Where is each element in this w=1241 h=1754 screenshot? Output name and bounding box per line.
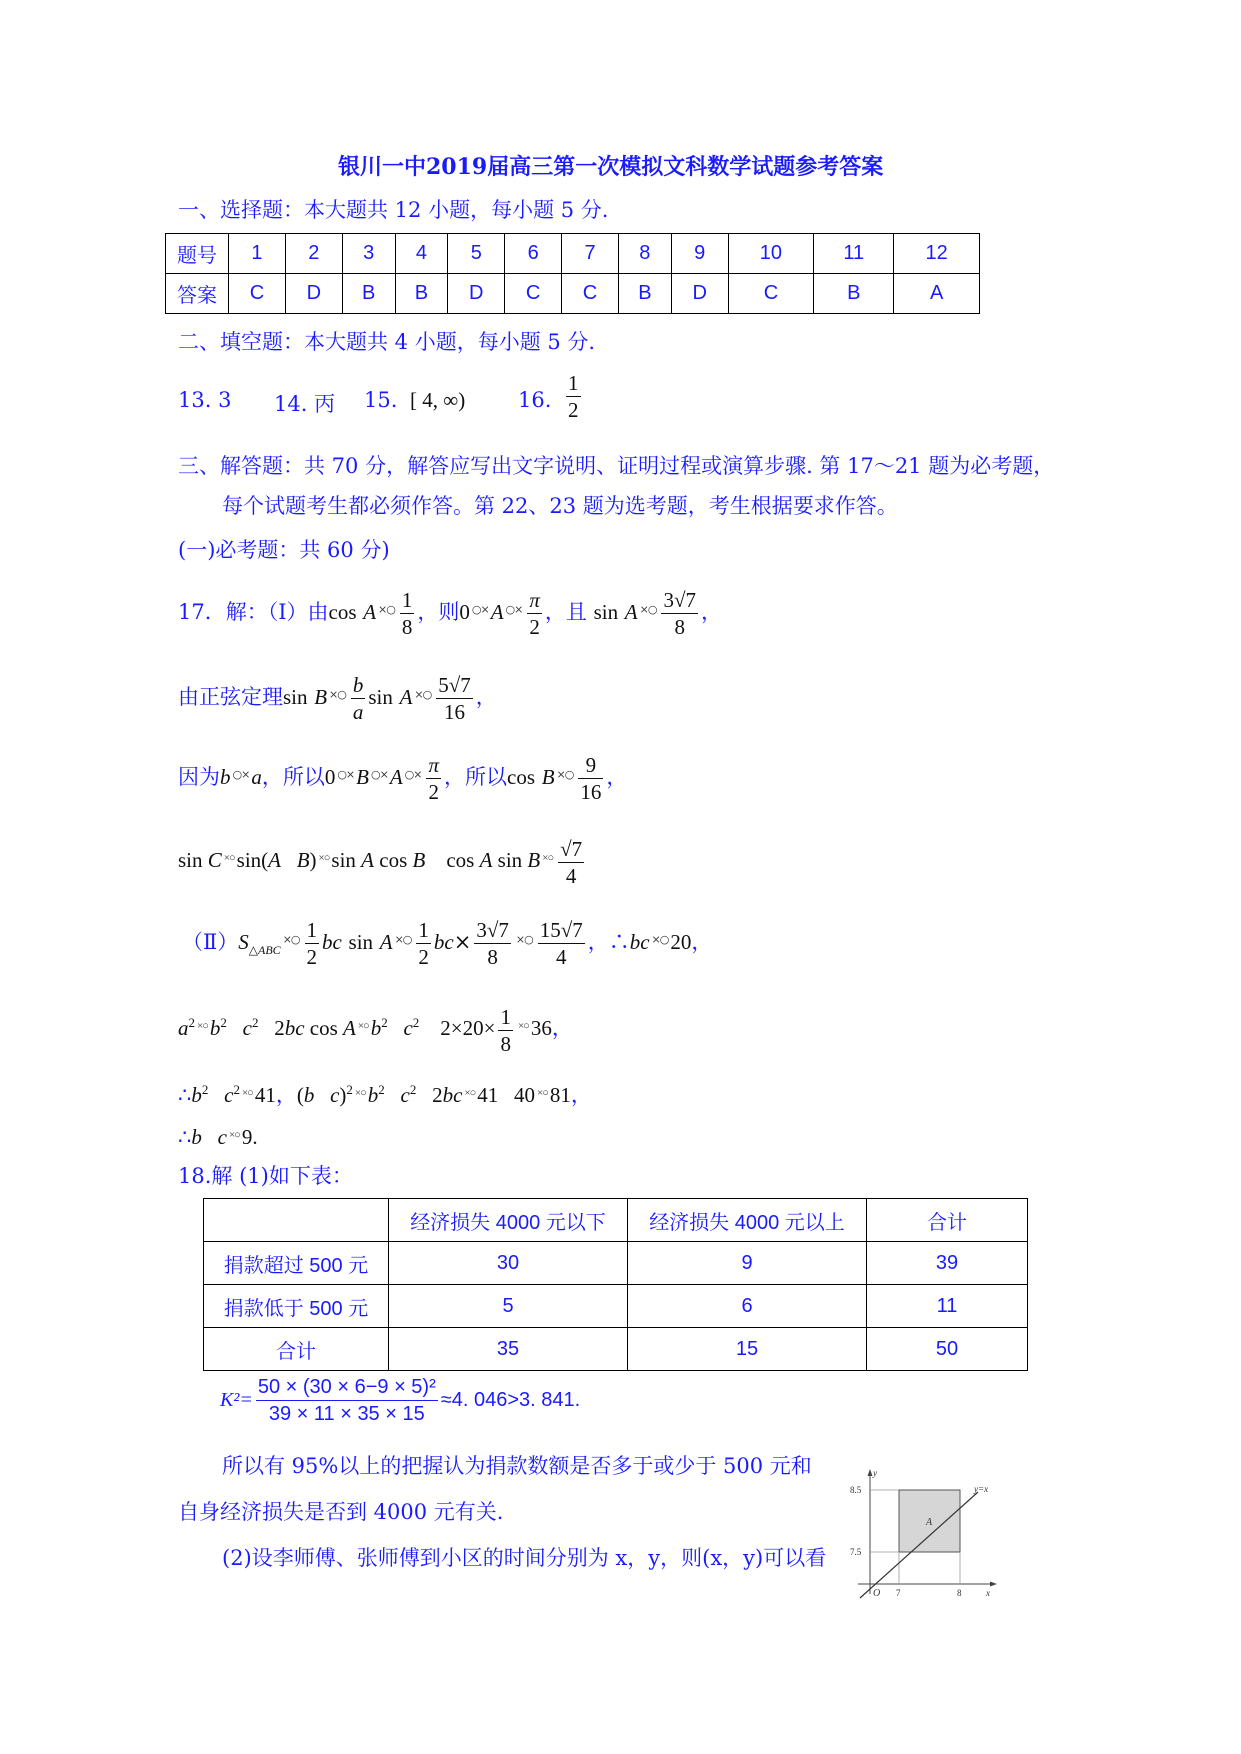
answer-15-label: 15. xyxy=(364,388,398,412)
answer-15-value: [ 4, ∞) xyxy=(410,388,466,412)
answer-cell: C xyxy=(505,274,562,314)
header-cell: 合计 xyxy=(867,1199,1028,1242)
header-cell xyxy=(204,1199,389,1242)
answer-cell: B xyxy=(395,274,448,314)
table-cell: 35 xyxy=(389,1328,628,1371)
region-label: A xyxy=(926,1517,933,1528)
question-number: 12 xyxy=(894,234,980,274)
question-number: 4 xyxy=(395,234,448,274)
answer-table xyxy=(165,233,980,314)
answer-cell: B xyxy=(618,274,671,314)
therefore-symbol: ∴ xyxy=(178,1083,192,1107)
q17-part2-line2: $a^2$ $^{\times○}b^2$ $c^2$ 2bc cos A $^{\times○}b^2$ $c^2$ 2×20× $\frac{1}{8}$ ×○36， xyxy=(178,1004,573,1056)
q17-part2-line3: $\therefore b^2$ $c^2$ ×○41，(b c)$^2$ $^{\times○}b^2$ $c^2$ 2bc ×○41 40 ×○81， xyxy=(178,1082,592,1107)
q17-sine-law-prefix: 由正弦定理 xyxy=(178,685,283,709)
required-section-label: (一)必考题：共 60 分) xyxy=(178,538,390,562)
answer-14: 14. 丙 xyxy=(274,392,336,416)
q17-and: ，且 xyxy=(544,600,587,624)
origin-label: O xyxy=(873,1588,881,1599)
q17-line2: 由正弦定理sin B ×○ $\frac{b}{a}$ sin A ×○ $\frac{5√7}{16}$ ， xyxy=(178,673,497,724)
q17-line4: sin C ×○sin(A B) ×○sin A cos B cos A sin B ×○ $\frac{√7}{4}$ xyxy=(178,836,583,888)
answer-cell: C xyxy=(562,274,619,314)
row-label: 合计 xyxy=(204,1328,389,1371)
x-axis-arrow xyxy=(990,1582,997,1587)
x-axis-label: x xyxy=(986,1588,990,1598)
question-number: 6 xyxy=(505,234,562,274)
question-number: 2 xyxy=(285,234,342,274)
k2-result: ≈4. 046>3. 841. xyxy=(440,1389,581,1411)
row-label: 捐款低于 500 元 xyxy=(204,1285,389,1328)
table-cell: 50 xyxy=(867,1328,1028,1371)
k2-numerator: 50 × (30 × 6−9 × 5)² xyxy=(256,1374,438,1401)
answer-cell: D xyxy=(671,274,728,314)
table-cell: 30 xyxy=(389,1242,628,1285)
question-number: 5 xyxy=(448,234,505,274)
question-number: 10 xyxy=(728,234,814,274)
q18-intro: 18.解 (1)如下表： xyxy=(178,1164,353,1188)
row-label-number: 题号 xyxy=(166,234,229,274)
answer-cell: B xyxy=(342,274,395,314)
region-graph xyxy=(848,1466,998,1606)
k2-formula xyxy=(220,1374,580,1427)
fraction-denominator: 2 xyxy=(568,398,579,422)
x-tick-label: 7 xyxy=(896,1588,901,1598)
answer-cell: C xyxy=(229,274,286,314)
answer-cell: D xyxy=(285,274,342,314)
x-tick-label: 8 xyxy=(957,1588,962,1598)
q18-conclusion-line1: 所以有 95%以上的把握认为捐款数额是否多于或少于 500 元和 xyxy=(222,1454,812,1478)
answer-cell: C xyxy=(728,274,814,314)
k2-fraction xyxy=(256,1374,438,1427)
q17-so2: ，所以 xyxy=(444,765,507,789)
contingency-header-row xyxy=(204,1199,1028,1242)
q18-part2: (2)设李师傅、张师傅到小区的时间分别为 x，y，则(x，y)可以看 xyxy=(222,1546,827,1570)
line-label: y=x xyxy=(974,1484,989,1494)
table-row xyxy=(204,1242,1028,1285)
y-tick-label: 8.5 xyxy=(850,1485,862,1495)
section3-heading-line2: 每个试题考生都必须作答。第 22、23 题为选考题，考生根据要求作答。 xyxy=(222,494,898,518)
table-row xyxy=(204,1285,1028,1328)
table-cell: 6 xyxy=(628,1285,867,1328)
row-label: 捐款超过 500 元 xyxy=(204,1242,389,1285)
fraction-numerator: 1 xyxy=(568,371,579,395)
y-tick-label: 7.5 xyxy=(850,1547,862,1557)
k2-denominator: 39 × 11 × 35 × 15 xyxy=(268,1403,425,1425)
answer-13: 13. 3 xyxy=(178,388,232,412)
table-cell: 5 xyxy=(389,1285,628,1328)
q18-conclusion-line2: 自身经济损失是否到 4000 元有关. xyxy=(178,1500,504,1524)
question-number: 3 xyxy=(342,234,395,274)
row-label-answer: 答案 xyxy=(166,274,229,314)
answer-16-label: 16. xyxy=(518,388,552,412)
question-number: 9 xyxy=(671,234,728,274)
q17-because: 因为 xyxy=(178,765,220,789)
q17-so: ，所以 xyxy=(261,765,325,789)
y-axis-arrow xyxy=(868,1469,873,1476)
k2-label: K²= xyxy=(220,1389,253,1411)
contingency-table xyxy=(203,1198,1028,1371)
section2-heading: 二、填空题：本大题共 4 小题，每小题 5 分. xyxy=(178,330,596,354)
q17-prefix: 17．解：（Ⅰ）由 xyxy=(178,600,329,624)
header-cell: 经济损失 4000 元以上 xyxy=(628,1199,867,1242)
table-cell: 15 xyxy=(628,1328,867,1371)
table-cell: 11 xyxy=(867,1285,1028,1328)
section1-heading: 一、选择题：本大题共 12 小题，每小题 5 分. xyxy=(178,198,609,222)
table-cell: 9 xyxy=(628,1242,867,1285)
q17-part2-line1: $(Ⅱ)S_{\triangle ABC}^{\times○}$ $\frac{1}{2}$ bc sin A ×○ $\frac{1}{2}$ bc× $\frac{3√7}{8}$ ×○ $\frac{15√7}{4}$ ，∴bc ×○20， xyxy=(182,918,713,969)
answer-cell: D xyxy=(448,274,505,314)
question-number: 7 xyxy=(562,234,619,274)
answer-cell: A xyxy=(894,274,980,314)
answer-table-answer-row xyxy=(166,274,980,314)
q17-part2-line4: ∴b c ×○9. xyxy=(178,1125,258,1149)
y-axis-label: y xyxy=(873,1468,877,1478)
q17-part2-label: （Ⅱ） xyxy=(182,930,239,954)
page-title: 银川一中2019届高三第一次模拟文科数学试题参考答案 xyxy=(338,154,884,180)
therefore-symbol: ∴ xyxy=(178,1125,192,1149)
answer-cell: B xyxy=(814,274,894,314)
question-number: 11 xyxy=(814,234,894,274)
q17-line3: 因为b ○×a，所以0 ○×B ○×A ○× $\frac{\pi}{2}$ ，所以cos B ×○ $\frac{9}{16}$ ， xyxy=(178,753,628,804)
q17-line1: 17．解：（Ⅰ）由cos A ×○ $\frac{1}{8}$ ，则0 ○×A ○× $\frac{\pi}{2}$ ，且 sin A ×○ $\frac{3√7}{8}$ ， xyxy=(178,588,722,639)
table-row xyxy=(204,1328,1028,1371)
table-cell: 39 xyxy=(867,1242,1028,1285)
section3-heading-line1: 三、解答题：共 70 分，解答应写出文字说明、证明过程或演算步骤. 第 17～21 题为必考题， xyxy=(178,454,1055,478)
q17-then: ，则 xyxy=(417,600,460,624)
header-cell: 经济损失 4000 元以下 xyxy=(389,1199,628,1242)
answer-16-fraction xyxy=(566,370,581,423)
answer-table-number-row xyxy=(166,234,980,274)
question-number: 1 xyxy=(229,234,286,274)
question-number: 8 xyxy=(618,234,671,274)
